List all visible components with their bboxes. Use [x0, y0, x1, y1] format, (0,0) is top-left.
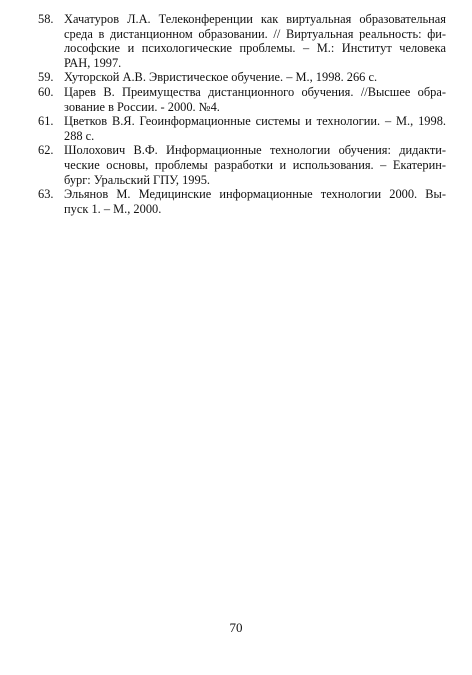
- reference-number: 60.: [38, 84, 54, 99]
- reference-number: 63.: [38, 187, 54, 202]
- reference-item: [38, 70, 446, 85]
- reference-line: зование в России. - 2000. №4.: [64, 99, 220, 114]
- reference-line: Хуторской А.В. Эвристическое обучение. – М., 1998. 266 с.: [64, 70, 378, 85]
- reference-line: пуск 1. – М., 2000.: [64, 201, 162, 216]
- reference-line: среда в дистанционном образовании. // Виртуальная реальность: фи-: [64, 26, 446, 41]
- reference-number: 62.: [38, 143, 54, 158]
- reference-text: [64, 114, 446, 143]
- reference-text: [64, 143, 446, 187]
- page-number: 70: [229, 620, 243, 635]
- reference-line: Хачатуров Л.А. Телеконференции как виртуальная образовательная: [64, 12, 446, 26]
- reference-item: [38, 114, 446, 143]
- reference-line: лософские и психологические проблемы. – М.: Институт человека: [64, 41, 446, 56]
- reference-item: [38, 187, 446, 216]
- reference-line: Шолохович В.Ф. Информационные технологии обучения: дидакти-: [64, 143, 446, 158]
- reference-text: [64, 85, 446, 114]
- reference-item: [38, 12, 446, 70]
- reference-text: [64, 70, 446, 85]
- reference-number: 58.: [38, 12, 54, 26]
- reference-line: РАН, 1997.: [64, 55, 122, 70]
- reference-text: [64, 187, 446, 216]
- reference-line: ческие основы, проблемы разработки и использования. – Екатерин-: [64, 157, 446, 172]
- reference-item: [38, 143, 446, 187]
- reference-number: 59.: [38, 70, 54, 85]
- reference-item: [38, 85, 446, 114]
- reference-line: Цветков В.Я. Геоинформационные системы и технологии. – М., 1998.: [64, 114, 446, 129]
- reference-number: 61.: [38, 114, 54, 129]
- reference-line: Эльянов М. Медицинские информационные технологии 2000. Вы-: [64, 187, 446, 202]
- reference-text: [64, 12, 446, 70]
- reference-line: Царев В. Преимущества дистанционного обучения. //Высшее обра-: [64, 84, 446, 99]
- reference-line: бург: Уральский ГПУ, 1995.: [64, 172, 210, 187]
- reference-list: [38, 12, 446, 216]
- reference-line: 288 с.: [64, 128, 95, 143]
